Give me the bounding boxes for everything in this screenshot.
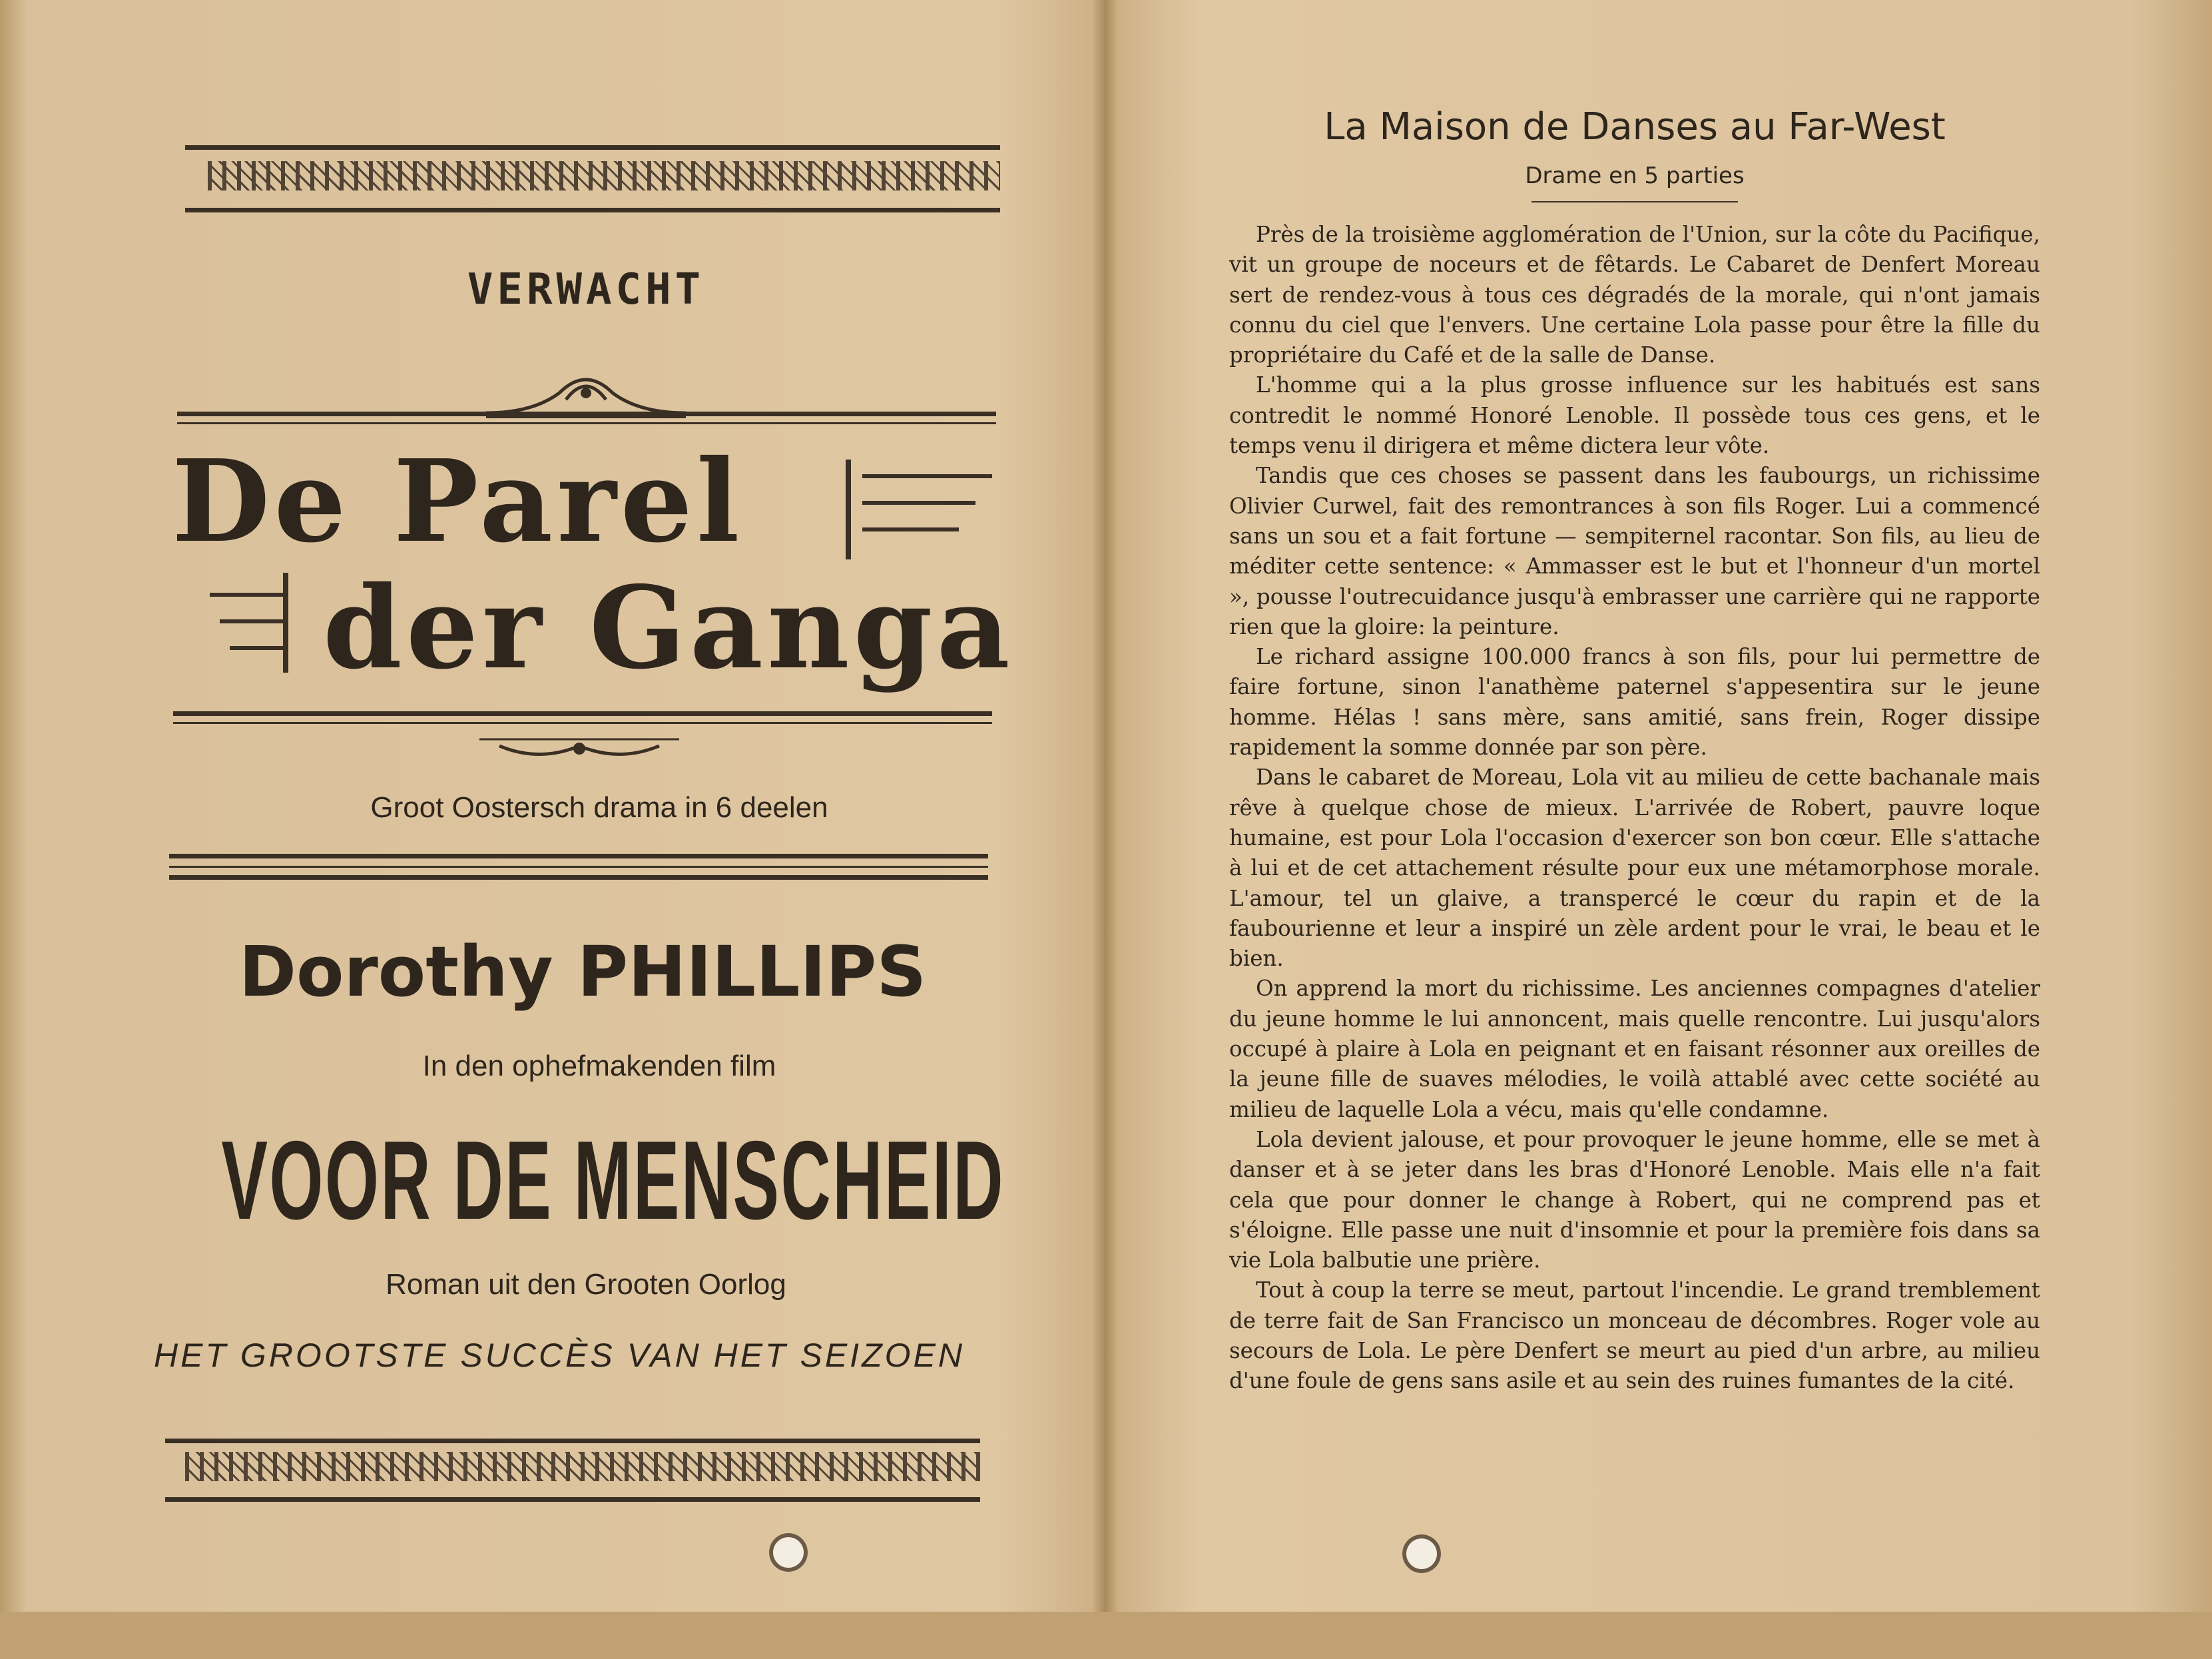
paragraph-3: Tandis que ces choses se passent dans les faubourgs, un richissime Olivier Curwel, fait des remontrances à son fils Roger. Lui a commencé sans un sou et a fait fortune — sempiternel racontar. Son fils, au lieu de méditer cette sentence: « Ammasser est le but et l'honneur d'un mortel », pousse l'outrecuidance jusqu'à embrasser une carrière qui ne rapporte rien que la gloire: la peinture. — [1229, 463, 2040, 639]
article-title-rule — [1531, 201, 1738, 202]
paragraph-5: Dans le cabaret de Moreau, Lola vit au milieu de cette bachanale mais rêve à quelque chose de mieux. L'arrivée de Robert, pauvre loque humaine, est pour Lola l'occasion d'exercer son bon cœur. Elle s'attache à lui et de cet attachement résulte pour eux une métamorphose morale. L'amour, tel un glaive, a transpercé le cœur du rapin et de la faubourienne et leur a inspiré un zèle ardent pour le vrai, le beau et le bien. — [1229, 765, 2040, 972]
verwacht-header: VERWACHT — [467, 265, 705, 314]
article-subtitle: Drame en 5 parties — [1525, 163, 1745, 189]
film-subtitle: Roman uit den Grooten Oorlog — [386, 1268, 786, 1301]
drama-subtitle: Groot Oostersch drama in 6 deelen — [370, 791, 828, 824]
mid-rule-1 — [169, 854, 988, 858]
paragraph-7: Lola devient jalouse, et pour provoquer le jeune homme, elle se met à danser et à se jeter dans les bras d'Honoré Lenoble. Mais elle n'a fait cela que pour donner le change à Robert, qui ne comprend pas et s'éloigne. Elle passe une nuit d'insomnie et pour la première fois dans sa vie Lola balbutie une prière. — [1229, 1126, 2040, 1273]
film-intro: In den ophefmakenden film — [422, 1050, 776, 1082]
speed-line-right-2 — [862, 501, 975, 505]
actor-name: Dorothy PHILLIPS — [238, 931, 927, 1012]
page-bottom-edge — [0, 1612, 2212, 1659]
paragraph-1: Près de la troisième agglomération de l'Union, sur la côte du Pacifique, vit un groupe de noceurs et de fêtards. Le Cabaret de Denfert Moreau sert de rendez-vous à tous ces dégradés de la morale, qui n'ont jamais connu du ciel que l'envers. Une certaine Lola passe pour être la fille du propriétaire du Café et de la salle de Danse. — [1229, 222, 2040, 368]
bottom-rule-top — [165, 1439, 980, 1443]
mid-rule-2 — [169, 866, 988, 868]
title-rule-bottom-thin — [173, 722, 992, 724]
paragraph-8: Tout à coup la terre se meut, partout l'incendie. Le grand tremblement de terre fait de San Francisco un monceau de décombres. Roger vole au secours de Lola. Le père Denfert se meurt au pied d'un arbre, au milieu d'une foule de gens sans asile et au sein des ruines fumantes de la cité. — [1229, 1277, 2040, 1394]
mid-rule-3 — [169, 875, 988, 880]
binding-hole-left — [769, 1533, 808, 1572]
scroll-ornament-bottom — [473, 726, 686, 766]
speed-line-right-vertical — [846, 460, 851, 559]
paragraph-4: Le richard assigne 100.000 francs à son fils, pour lui permettre de faire fortune, sinon l'anathème paternel s'appesentira sur le jeune homme. Hélas ! sans mère, sans amitié, sans frein, Roger dissipe rapidement la somme donnée par son père. — [1229, 644, 2040, 761]
article-body — [1229, 220, 2040, 1397]
scroll-ornament-top — [479, 360, 692, 420]
binding-hole-right — [1402, 1534, 1441, 1573]
title-rule-top-thin — [177, 422, 996, 424]
speed-line-left-2 — [220, 619, 286, 623]
speed-line-right-3 — [862, 527, 959, 531]
paragraph-6: On apprend la mort du richissime. Les anciennes compagnes d'atelier du jeune homme le lui annoncent, mais quelle rencontre. Lui jusqu'alors occupé à plaire à Lola en peignant et en faisant résonner aux oreilles de la jeune fille de suaves mélodies, le voilà attablé avec cette société au milieu de laquelle Lola a vécu, mais qu'elle condamne. — [1229, 976, 2040, 1122]
speed-line-left-vertical — [283, 573, 288, 673]
article-title: La Maison de Danses au Far-West — [1324, 105, 1946, 149]
title-rule-top — [177, 412, 996, 416]
title-line-1: De Parel — [172, 435, 744, 568]
bottom-ornament-band — [185, 1452, 980, 1481]
title-rule-bottom — [173, 711, 992, 716]
speed-line-left-1 — [210, 593, 283, 597]
success-tagline: HET GROOTSTE SUCCÈS VAN HET SEIZOEN — [154, 1337, 965, 1374]
paragraph-2: L'homme qui a la plus grosse influence sur les habitués est sans contredit le nommé Honoré Lenoble. Il possède tous ces gens, et le temps venu il dirigera et même dictera leur vôte. — [1229, 372, 2040, 459]
top-ornament-band — [208, 161, 1000, 190]
top-rule-lower — [185, 208, 1000, 212]
title-line-2: der Ganga — [323, 561, 1014, 695]
film-title: VOOR DE MENSCHEID — [221, 1118, 1005, 1243]
top-rule — [185, 145, 1000, 150]
speed-line-left-3 — [230, 646, 286, 650]
left-page — [0, 0, 1102, 1612]
bottom-rule-lower — [165, 1497, 980, 1502]
speed-line-right-1 — [862, 474, 992, 478]
